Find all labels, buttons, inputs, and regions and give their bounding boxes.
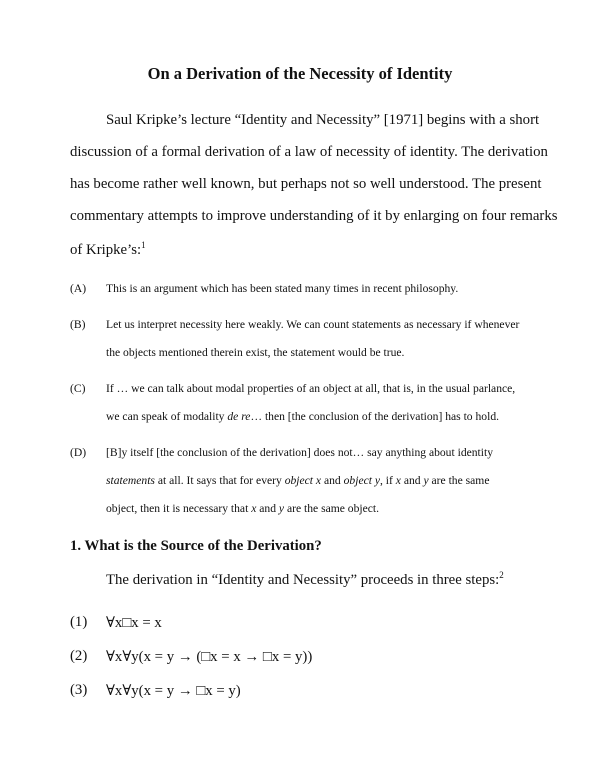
formula-label: (1) [70, 614, 88, 630]
remark-emphasis: x [395, 474, 401, 487]
section-heading: 1. What is the Source of the Derivation? [70, 538, 322, 554]
page-title: On a Derivation of the Necessity of Identity [147, 64, 453, 83]
remark-text: , if [380, 474, 396, 487]
remark-label: (B) [70, 318, 86, 331]
remark-text: and [256, 502, 279, 515]
paragraph-line: discussion of a formal derivation of a law of necessity of identity. The derivation [70, 144, 548, 160]
remark-emphasis: statements [106, 474, 155, 487]
paragraph-text: of Kripke’s: [70, 241, 142, 258]
formula-text: ∀x∀y(x = y → (□x = x → □x = y)) [106, 649, 313, 665]
formula-label: (3) [70, 682, 88, 698]
remark-emphasis: y [278, 502, 285, 515]
paragraph-line: commentary attempts to improve understanding of it by enlarging on four remarks [70, 208, 558, 224]
paragraph-line: Saul Kripke’s lecture “Identity and Necessity” [1971] begins with a short [106, 112, 540, 128]
remark-text: and [400, 474, 424, 487]
remark-emphasis: object y [343, 474, 380, 487]
formula-text: ∀x□x = x [106, 615, 162, 631]
remark-line: the objects mentioned therein exist, the statement would be true. [106, 346, 405, 359]
section-intro [106, 570, 504, 589]
section-intro-text: The derivation in “Identity and Necessity” proceeds in three steps: [106, 571, 500, 588]
formula-label: (2) [70, 648, 88, 664]
footnote-ref[interactable]: 1 [141, 240, 146, 250]
remark-text: are the same object. [284, 502, 380, 515]
remark-label: (D) [70, 446, 87, 459]
remark-label: (A) [70, 282, 87, 295]
remark-line: This is an argument which has been stated many times in recent philosophy. [106, 282, 459, 295]
remark-line [106, 502, 379, 515]
remark-emphasis: de re [227, 410, 251, 423]
remark-text: are the same [428, 474, 490, 487]
remark-emphasis: y [423, 474, 429, 487]
remark-emphasis: object x [284, 474, 322, 487]
remark-line: [B]y itself [the conclusion of the derivation] does not… say anything about identity [106, 446, 494, 459]
paragraph-line [70, 240, 146, 259]
remark-text: object, then it is necessary that [106, 502, 252, 515]
remark-text: … then [the conclusion of the derivation] has to hold. [250, 410, 500, 423]
remark-line: Let us interpret necessity here weakly. We can count statements as necessary if whenever [106, 318, 520, 331]
paragraph-line: has become rather well known, but perhaps not so well understood. The present [70, 176, 542, 192]
remark-text: and [321, 474, 344, 487]
remark-line: If … we can talk about modal properties of an object at all, that is, in the usual parlance, [106, 382, 516, 395]
remark-text: at all. It says that for every [154, 474, 285, 487]
remark-emphasis: x [251, 502, 257, 515]
remark-text: we can speak of modality [106, 410, 228, 423]
remark-line [106, 410, 499, 423]
remark-line [106, 474, 489, 487]
formula-text: ∀x∀y(x = y → □x = y) [106, 683, 241, 699]
remark-label: (C) [70, 382, 86, 395]
footnote-ref[interactable]: 2 [499, 570, 504, 580]
